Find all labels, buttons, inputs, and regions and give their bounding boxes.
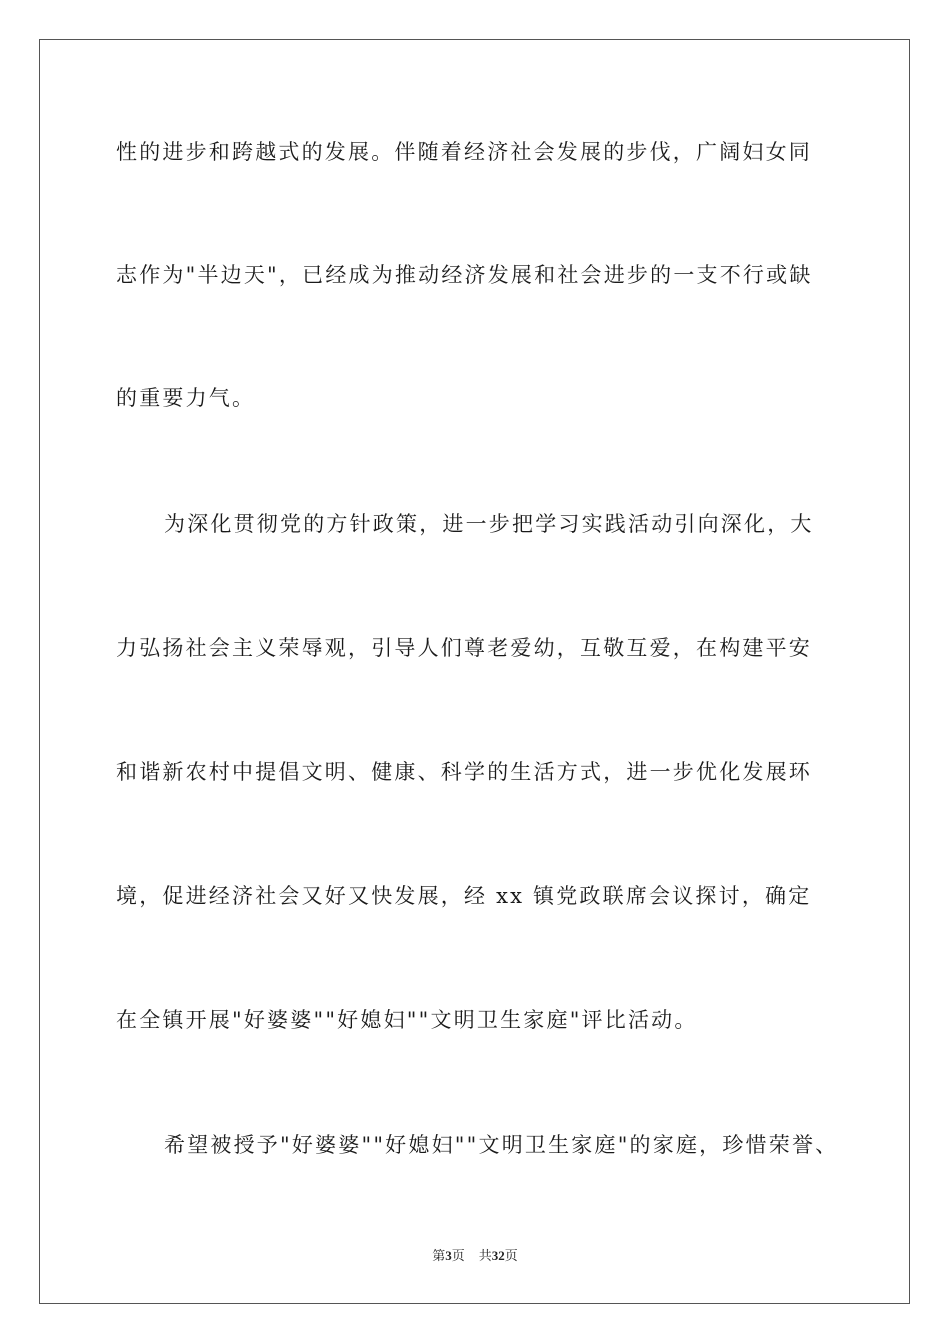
text-line: 的重要力气。 [116,386,256,410]
text-line: 志作为"半边天"，已经成为推动经济发展和社会进步的一支不行或缺 [116,263,813,287]
total-suffix: 页 [504,1249,518,1264]
page-footer [0,1247,950,1266]
paragraph-first-line: 希望被授予"好婆婆""好媳妇""文明卫生家庭"的家庭，珍惜荣誉、 [164,1133,839,1157]
total-pages: 32 [491,1248,505,1263]
total-prefix: 共 [478,1249,492,1264]
page-prefix: 第 [432,1249,446,1264]
text-line: 在全镇开展"好婆婆""好媳妇""文明卫生家庭"评比活动。 [116,1008,698,1032]
text-line: 性的进步和跨越式的发展。伴随着经济社会发展的步伐，广阔妇女同 [116,140,812,164]
text-line: 力弘扬社会主义荣辱观，引导人们尊老爱幼，互敬互爱，在构建平安 [116,636,812,660]
paragraph-first-line: 为深化贯彻党的方针政策，进一步把学习实践活动引向深化，大 [164,512,814,536]
page-border [39,39,910,1304]
page-suffix: 页 [451,1249,465,1264]
page-number: 3 [445,1248,452,1263]
text-line: 境，促进经济社会又好又快发展，经 xx 镇党政联席会议探讨，确定 [116,884,812,908]
text-line: 和谐新农村中提倡文明、健康、科学的生活方式，进一步优化发展环 [116,760,812,784]
